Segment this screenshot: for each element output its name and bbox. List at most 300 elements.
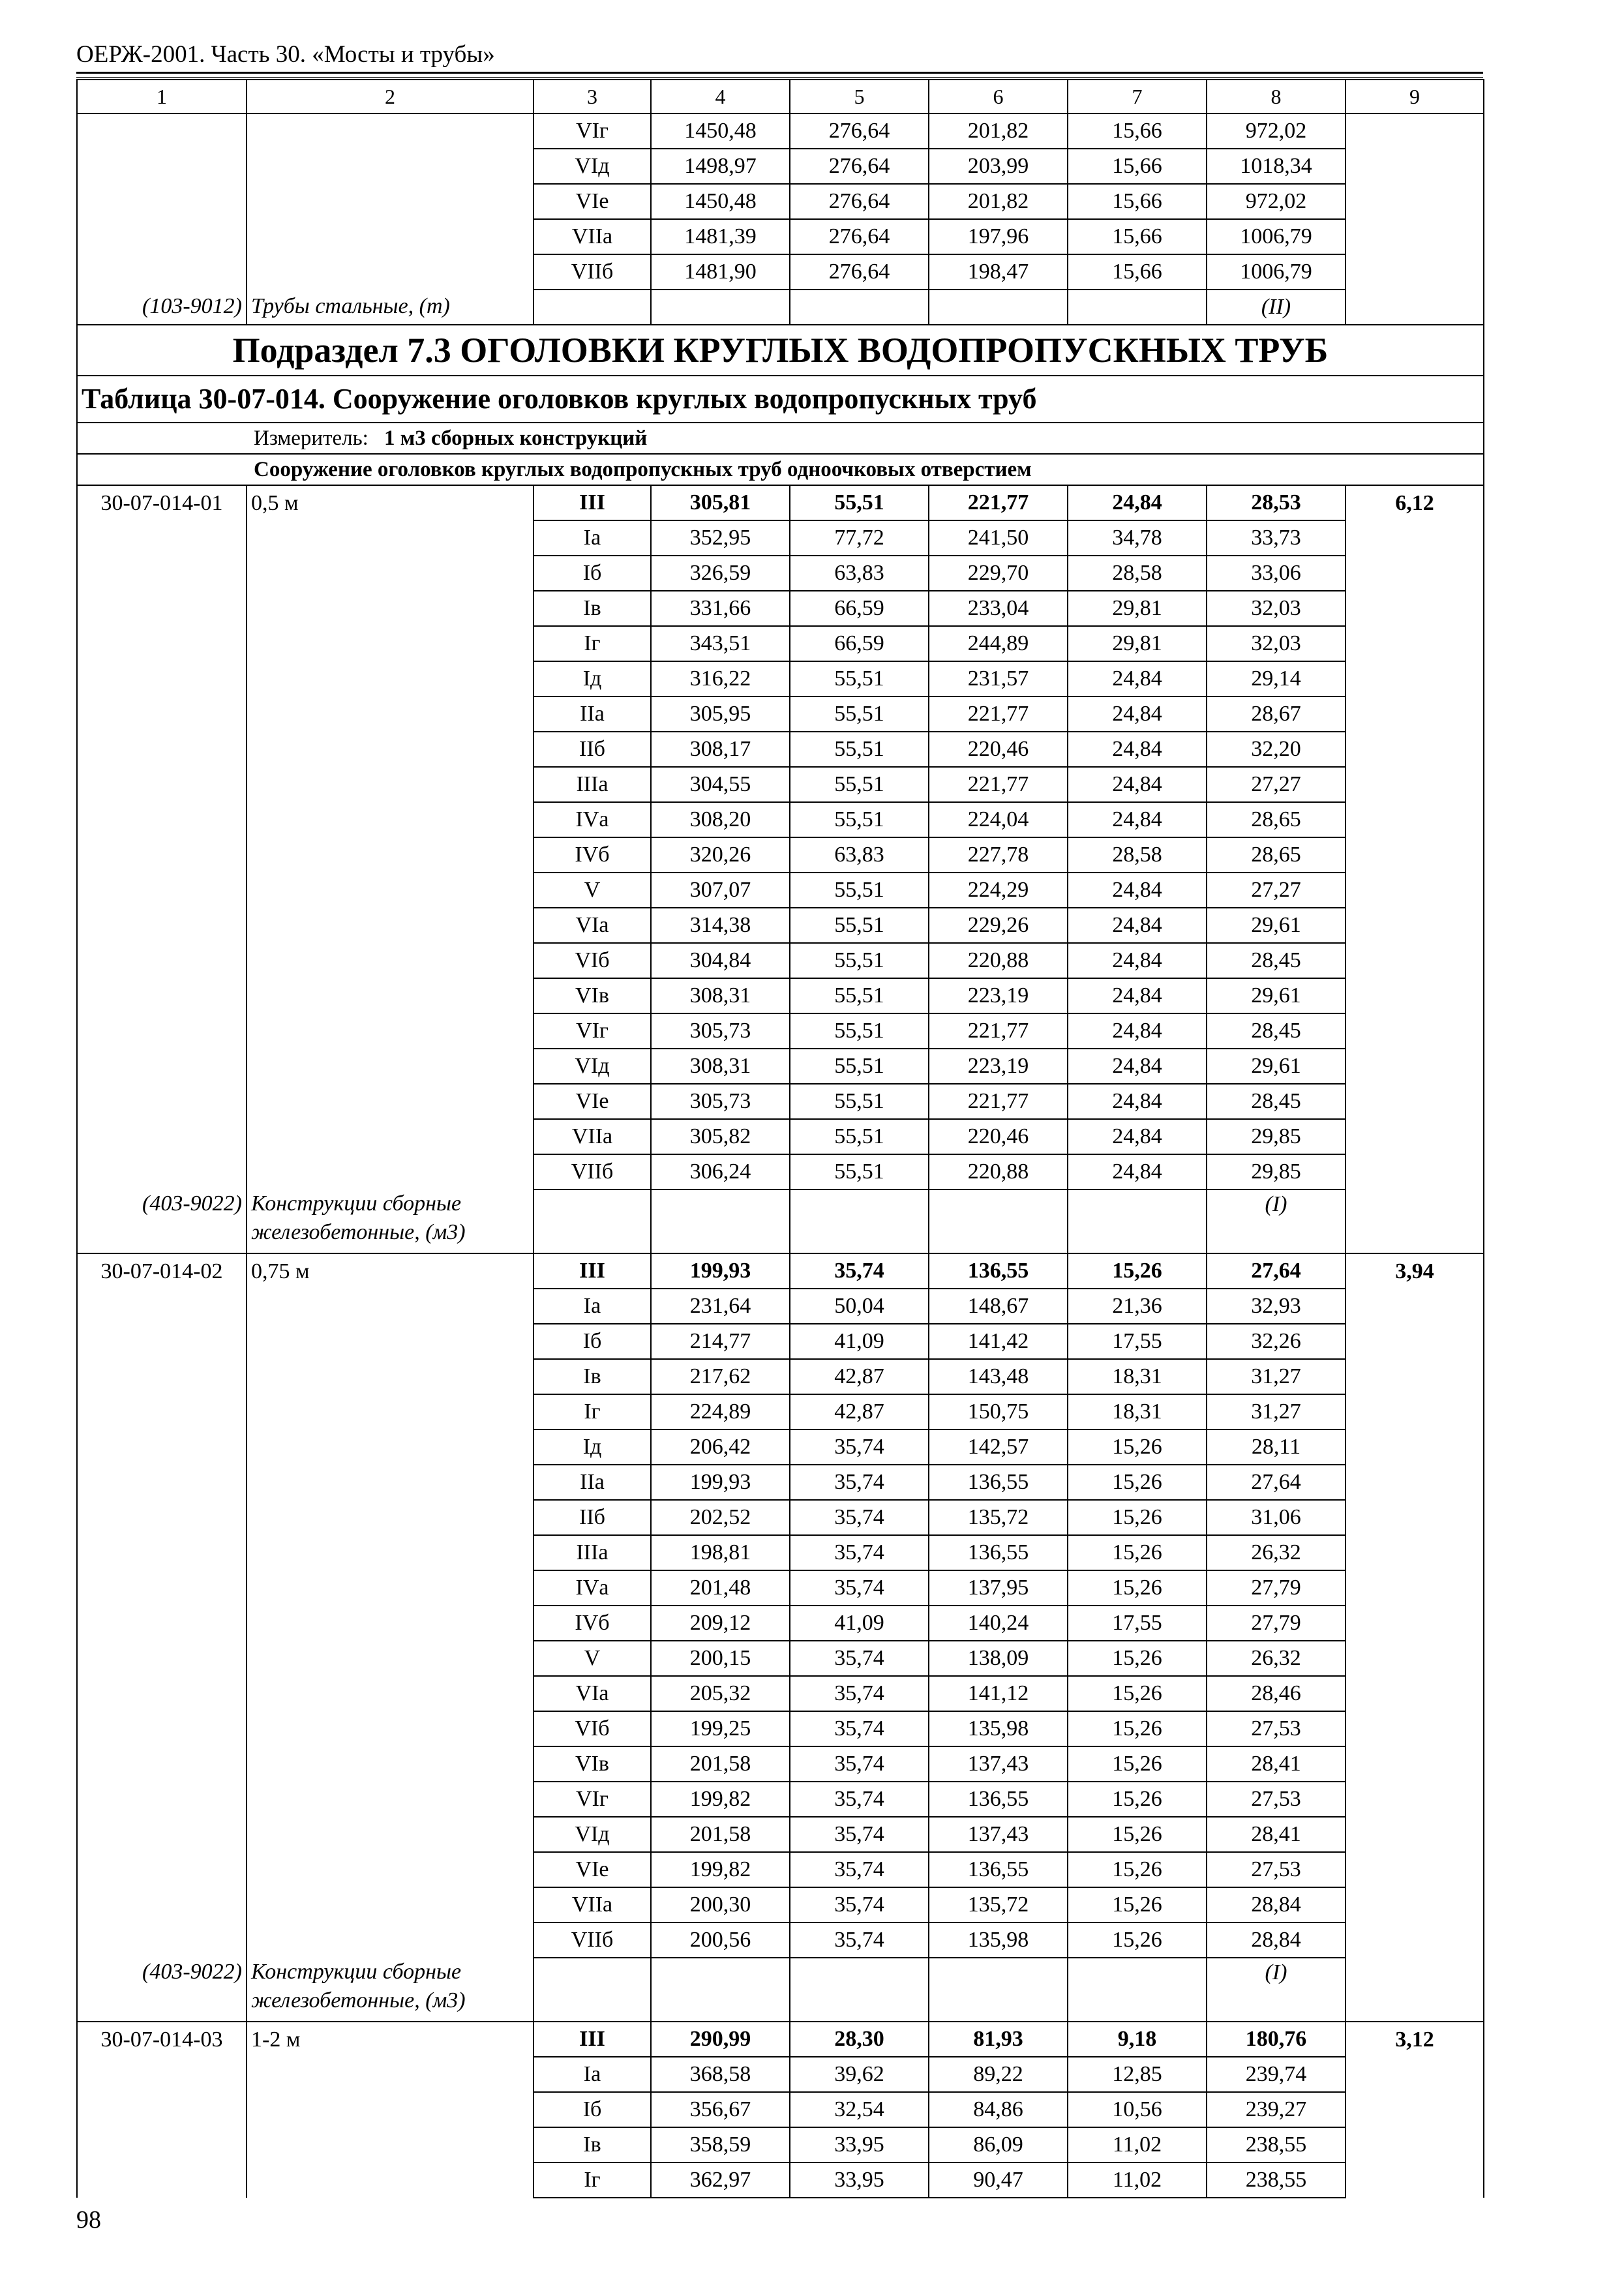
column-number-cell: 8: [1207, 80, 1346, 113]
table-row: [77, 1746, 1484, 1782]
value-cell: 28,46: [1207, 1676, 1346, 1711]
name-cell: [247, 591, 534, 626]
last-cell: [1346, 2057, 1484, 2092]
table-row: [77, 908, 1484, 943]
value-cell: III: [534, 485, 651, 520]
last-cell: [1346, 696, 1484, 732]
value-cell: 231,57: [929, 661, 1068, 696]
value-cell: 140,24: [929, 1606, 1068, 1641]
resource-name-line: Конструкции сборные: [251, 1960, 462, 1984]
value-cell: 199,93: [651, 1253, 790, 1289]
resource-mark: (I): [1207, 1189, 1346, 1253]
table-row: [77, 1782, 1484, 1817]
table-row: [77, 1359, 1484, 1394]
name-cell: [247, 1084, 534, 1119]
value-cell: [1068, 1189, 1207, 1253]
value-cell: 150,75: [929, 1394, 1068, 1429]
value-cell: 15,26: [1068, 1570, 1207, 1606]
value-cell: 24,84: [1068, 485, 1207, 520]
value-cell: 305,81: [651, 485, 790, 520]
value-cell: 55,51: [790, 1084, 929, 1119]
value-cell: Iб: [534, 556, 651, 591]
value-cell: 35,74: [790, 1641, 929, 1676]
value-cell: 221,77: [929, 767, 1068, 802]
name-cell: [247, 1746, 534, 1782]
value-cell: 199,82: [651, 1782, 790, 1817]
value-cell: IIб: [534, 1500, 651, 1535]
code-cell: [77, 1676, 247, 1711]
measure-value: 1 м3 сборных конструкций: [384, 426, 648, 450]
last-cell: [1346, 1013, 1484, 1049]
last-cell: [1346, 184, 1484, 219]
code-cell: [77, 837, 247, 873]
value-cell: 141,42: [929, 1324, 1068, 1359]
value-cell: 1498,97: [651, 149, 790, 184]
value-cell: 24,84: [1068, 696, 1207, 732]
value-cell: 27,53: [1207, 1852, 1346, 1887]
value-cell: 362,97: [651, 2162, 790, 2198]
value-cell: 135,98: [929, 1711, 1068, 1746]
value-cell: 356,67: [651, 2092, 790, 2127]
value-cell: 221,77: [929, 485, 1068, 520]
name-cell: 0,5 м: [247, 485, 534, 520]
code-cell: [77, 1852, 247, 1887]
value-cell: 77,72: [790, 520, 929, 556]
value-cell: 15,26: [1068, 1887, 1207, 1922]
last-cell: [1346, 1958, 1484, 2022]
name-cell: [247, 2092, 534, 2127]
name-cell: [247, 1922, 534, 1958]
value-cell: 29,85: [1207, 1154, 1346, 1189]
code-cell: [77, 1500, 247, 1535]
value-cell: IIа: [534, 696, 651, 732]
value-cell: 205,32: [651, 1676, 790, 1711]
last-cell: [1346, 1711, 1484, 1746]
name-cell: [247, 1394, 534, 1429]
last-cell: [1346, 1817, 1484, 1852]
value-cell: 136,55: [929, 1782, 1068, 1817]
value-cell: 15,26: [1068, 1253, 1207, 1289]
value-cell: 138,09: [929, 1641, 1068, 1676]
name-cell: [247, 1606, 534, 1641]
value-cell: 90,47: [929, 2162, 1068, 2198]
value-cell: 224,29: [929, 873, 1068, 908]
value-cell: [929, 1958, 1068, 2022]
code-cell: [77, 219, 247, 254]
last-cell: [1346, 908, 1484, 943]
value-cell: 15,66: [1068, 113, 1207, 149]
value-cell: VIд: [534, 1817, 651, 1852]
document-header: ОЕРЖ-2001. Часть 30. «Мосты и трубы»: [76, 41, 495, 68]
value-cell: 84,86: [929, 2092, 1068, 2127]
value-cell: [534, 1958, 651, 2022]
name-cell: [247, 1500, 534, 1535]
table-row: [77, 767, 1484, 802]
last-cell: [1346, 661, 1484, 696]
value-cell: 21,36: [1068, 1289, 1207, 1324]
value-cell: 35,74: [790, 1500, 929, 1535]
value-cell: 27,27: [1207, 873, 1346, 908]
last-cell: [1346, 1465, 1484, 1500]
value-cell: 24,84: [1068, 1154, 1207, 1189]
value-cell: 135,72: [929, 1500, 1068, 1535]
code-cell: [77, 1049, 247, 1084]
value-cell: VIе: [534, 1852, 651, 1887]
column-number-cell: 6: [929, 80, 1068, 113]
value-cell: 55,51: [790, 1049, 929, 1084]
value-cell: 35,74: [790, 1429, 929, 1465]
last-cell: [1346, 802, 1484, 837]
column-number-cell: 9: [1346, 80, 1484, 113]
value-cell: 18,31: [1068, 1359, 1207, 1394]
value-cell: VIIа: [534, 1887, 651, 1922]
resource-note-row: [77, 1958, 1484, 2022]
value-cell: 33,95: [790, 2162, 929, 2198]
value-cell: 220,46: [929, 1119, 1068, 1154]
last-cell: [1346, 873, 1484, 908]
value-cell: 15,26: [1068, 1922, 1207, 1958]
code-cell: [77, 1570, 247, 1606]
value-cell: 28,84: [1207, 1887, 1346, 1922]
value-cell: 32,93: [1207, 1289, 1346, 1324]
value-cell: 241,50: [929, 520, 1068, 556]
name-cell: [247, 254, 534, 290]
value-cell: 305,82: [651, 1119, 790, 1154]
value-cell: 50,04: [790, 1289, 929, 1324]
table-title-row: [77, 376, 1484, 423]
value-cell: 35,74: [790, 1676, 929, 1711]
value-cell: IIIа: [534, 767, 651, 802]
resource-note-row: [77, 290, 1484, 325]
value-cell: 143,48: [929, 1359, 1068, 1394]
table-row: [77, 1676, 1484, 1711]
value-cell: 314,38: [651, 908, 790, 943]
value-cell: 55,51: [790, 485, 929, 520]
name-cell: [247, 1429, 534, 1465]
value-cell: 15,66: [1068, 149, 1207, 184]
value-cell: 201,58: [651, 1817, 790, 1852]
name-cell: [247, 2127, 534, 2162]
value-cell: 180,76: [1207, 2022, 1346, 2057]
value-cell: 239,74: [1207, 2057, 1346, 2092]
table-row: [77, 520, 1484, 556]
table-row: [77, 1817, 1484, 1852]
value-cell: 35,74: [790, 1817, 929, 1852]
table-row: [77, 1922, 1484, 1958]
value-cell: 55,51: [790, 802, 929, 837]
value-cell: 352,95: [651, 520, 790, 556]
value-cell: 343,51: [651, 626, 790, 661]
value-cell: 148,67: [929, 1289, 1068, 1324]
value-cell: 137,43: [929, 1817, 1068, 1852]
value-cell: 304,84: [651, 943, 790, 978]
value-cell: [790, 1958, 929, 2022]
table-row: [77, 1429, 1484, 1465]
value-cell: 17,55: [1068, 1324, 1207, 1359]
table-row: [77, 626, 1484, 661]
code-cell: [77, 732, 247, 767]
table-row: [77, 802, 1484, 837]
value-cell: 28,58: [1068, 837, 1207, 873]
value-cell: 28,84: [1207, 1922, 1346, 1958]
code-cell: [77, 1922, 247, 1958]
resource-mark: (II): [1207, 290, 1346, 325]
value-cell: 55,51: [790, 696, 929, 732]
code-cell: [77, 1084, 247, 1119]
value-cell: 29,81: [1068, 591, 1207, 626]
code-cell: [77, 1324, 247, 1359]
value-cell: 238,55: [1207, 2162, 1346, 2198]
value-cell: 224,89: [651, 1394, 790, 1429]
value-cell: 135,72: [929, 1887, 1068, 1922]
value-cell: 66,59: [790, 626, 929, 661]
value-cell: 32,03: [1207, 626, 1346, 661]
last-cell: [1346, 520, 1484, 556]
value-cell: 206,42: [651, 1429, 790, 1465]
table-row: [77, 1394, 1484, 1429]
value-cell: 15,26: [1068, 1676, 1207, 1711]
name-cell: [247, 1887, 534, 1922]
resource-name: [247, 1189, 534, 1253]
code-cell: [77, 2092, 247, 2127]
value-cell: 197,96: [929, 219, 1068, 254]
value-cell: 227,78: [929, 837, 1068, 873]
value-cell: 308,31: [651, 978, 790, 1013]
table-row: [77, 2127, 1484, 2162]
table-row: [77, 732, 1484, 767]
value-cell: IIIа: [534, 1535, 651, 1570]
code-cell: [77, 696, 247, 732]
code-cell: [77, 943, 247, 978]
value-cell: 15,66: [1068, 254, 1207, 290]
name-cell: [247, 1324, 534, 1359]
resource-mark: (I): [1207, 1958, 1346, 2022]
value-cell: 27,53: [1207, 1782, 1346, 1817]
table-row: [77, 254, 1484, 290]
value-cell: 28,65: [1207, 837, 1346, 873]
value-cell: VIб: [534, 943, 651, 978]
code-cell: [77, 908, 247, 943]
value-cell: 290,99: [651, 2022, 790, 2057]
value-cell: 316,22: [651, 661, 790, 696]
name-cell: [247, 802, 534, 837]
code-cell: [77, 149, 247, 184]
last-cell: [1346, 113, 1484, 149]
name-cell: [247, 661, 534, 696]
value-cell: 27,64: [1207, 1465, 1346, 1500]
value-cell: VIа: [534, 1676, 651, 1711]
table-row: [77, 591, 1484, 626]
value-cell: 11,02: [1068, 2127, 1207, 2162]
name-cell: [247, 1676, 534, 1711]
value-cell: IVа: [534, 1570, 651, 1606]
name-cell: [247, 1641, 534, 1676]
table-row: [77, 556, 1484, 591]
value-cell: [1068, 290, 1207, 325]
value-cell: 28,45: [1207, 943, 1346, 978]
value-cell: 209,12: [651, 1606, 790, 1641]
last-cell: [1346, 1852, 1484, 1887]
value-cell: 1450,48: [651, 184, 790, 219]
value-cell: IVа: [534, 802, 651, 837]
value-cell: 55,51: [790, 767, 929, 802]
last-cell: 3,94: [1346, 1253, 1484, 1289]
value-cell: 221,77: [929, 1084, 1068, 1119]
last-cell: [1346, 219, 1484, 254]
value-cell: 81,93: [929, 2022, 1068, 2057]
value-cell: [651, 290, 790, 325]
last-cell: [1346, 1429, 1484, 1465]
value-cell: 28,45: [1207, 1013, 1346, 1049]
value-cell: 28,11: [1207, 1429, 1346, 1465]
table-row: [77, 1535, 1484, 1570]
value-cell: IVб: [534, 1606, 651, 1641]
value-cell: 142,57: [929, 1429, 1068, 1465]
value-cell: 28,41: [1207, 1746, 1346, 1782]
value-cell: 29,61: [1207, 978, 1346, 1013]
value-cell: 27,79: [1207, 1570, 1346, 1606]
value-cell: 308,20: [651, 802, 790, 837]
value-cell: 63,83: [790, 837, 929, 873]
table-row: [77, 1711, 1484, 1746]
value-cell: [534, 1189, 651, 1253]
code-cell: [77, 2057, 247, 2092]
table-row: [77, 1253, 1484, 1289]
name-cell: 1-2 м: [247, 2022, 534, 2057]
value-cell: 304,55: [651, 767, 790, 802]
code-cell: [77, 1154, 247, 1189]
value-cell: 1481,39: [651, 219, 790, 254]
last-cell: [1346, 2092, 1484, 2127]
code-cell: [77, 1535, 247, 1570]
value-cell: Iа: [534, 2057, 651, 2092]
value-cell: 305,73: [651, 1013, 790, 1049]
value-cell: 55,51: [790, 732, 929, 767]
value-cell: 217,62: [651, 1359, 790, 1394]
table-row: [77, 113, 1484, 149]
value-cell: VIг: [534, 113, 651, 149]
value-cell: 26,32: [1207, 1641, 1346, 1676]
value-cell: 220,46: [929, 732, 1068, 767]
name-cell: [247, 1359, 534, 1394]
last-cell: [1346, 1154, 1484, 1189]
value-cell: VIв: [534, 978, 651, 1013]
header-rule-thin: [76, 77, 1483, 78]
value-cell: 276,64: [790, 254, 929, 290]
value-cell: 203,99: [929, 149, 1068, 184]
value-cell: 55,51: [790, 1013, 929, 1049]
table-row: [77, 873, 1484, 908]
value-cell: 305,73: [651, 1084, 790, 1119]
value-cell: 33,73: [1207, 520, 1346, 556]
value-cell: 35,74: [790, 1253, 929, 1289]
value-cell: 24,84: [1068, 1013, 1207, 1049]
table-row: [77, 149, 1484, 184]
value-cell: 34,78: [1068, 520, 1207, 556]
value-cell: V: [534, 1641, 651, 1676]
last-cell: [1346, 254, 1484, 290]
header-rule: [76, 72, 1483, 74]
code-cell: [77, 1641, 247, 1676]
value-cell: 24,84: [1068, 943, 1207, 978]
group-title-row: [77, 454, 1484, 485]
value-cell: 276,64: [790, 113, 929, 149]
value-cell: 17,55: [1068, 1606, 1207, 1641]
value-cell: 200,56: [651, 1922, 790, 1958]
value-cell: VIг: [534, 1782, 651, 1817]
value-cell: 55,51: [790, 1154, 929, 1189]
value-cell: 28,67: [1207, 696, 1346, 732]
value-cell: 29,85: [1207, 1119, 1346, 1154]
last-cell: [1346, 290, 1484, 325]
value-cell: 33,95: [790, 2127, 929, 2162]
value-cell: 201,48: [651, 1570, 790, 1606]
value-cell: 233,04: [929, 591, 1068, 626]
value-cell: 24,84: [1068, 1119, 1207, 1154]
value-cell: 229,26: [929, 908, 1068, 943]
value-cell: 29,81: [1068, 626, 1207, 661]
value-cell: 201,58: [651, 1746, 790, 1782]
code-cell: [77, 2127, 247, 2162]
name-cell: [247, 1013, 534, 1049]
resource-code: (403-9022): [77, 1189, 247, 1253]
value-cell: IVб: [534, 837, 651, 873]
value-cell: 41,09: [790, 1324, 929, 1359]
code-cell: 30-07-014-01: [77, 485, 247, 520]
code-cell: 30-07-014-03: [77, 2022, 247, 2057]
value-cell: 306,24: [651, 1154, 790, 1189]
name-cell: [247, 1289, 534, 1324]
value-cell: 972,02: [1207, 184, 1346, 219]
value-cell: 24,84: [1068, 873, 1207, 908]
code-cell: [77, 1711, 247, 1746]
value-cell: 39,62: [790, 2057, 929, 2092]
value-cell: 24,84: [1068, 978, 1207, 1013]
column-number-cell: 4: [651, 80, 790, 113]
last-cell: [1346, 591, 1484, 626]
last-cell: 6,12: [1346, 485, 1484, 520]
last-cell: [1346, 1049, 1484, 1084]
value-cell: 35,74: [790, 1852, 929, 1887]
last-cell: [1346, 1641, 1484, 1676]
value-cell: III: [534, 2022, 651, 2057]
name-cell: [247, 1049, 534, 1084]
value-cell: 32,03: [1207, 591, 1346, 626]
value-cell: 24,84: [1068, 661, 1207, 696]
code-cell: [77, 767, 247, 802]
column-numbers-row: [77, 80, 1484, 113]
column-number-cell: 7: [1068, 80, 1207, 113]
table-row: [77, 1084, 1484, 1119]
value-cell: 10,56: [1068, 2092, 1207, 2127]
value-cell: 18,31: [1068, 1394, 1207, 1429]
value-cell: 15,26: [1068, 1782, 1207, 1817]
code-cell: [77, 2162, 247, 2198]
table-row: [77, 184, 1484, 219]
value-cell: 29,61: [1207, 1049, 1346, 1084]
value-cell: 35,74: [790, 1746, 929, 1782]
value-cell: VIв: [534, 1746, 651, 1782]
value-cell: 220,88: [929, 1154, 1068, 1189]
value-cell: 221,77: [929, 1013, 1068, 1049]
table-row: [77, 1013, 1484, 1049]
value-cell: 28,30: [790, 2022, 929, 2057]
last-cell: [1346, 1394, 1484, 1429]
value-cell: 31,06: [1207, 1500, 1346, 1535]
value-cell: 136,55: [929, 1852, 1068, 1887]
table-row: [77, 1570, 1484, 1606]
subsection-title-row: [77, 325, 1484, 376]
